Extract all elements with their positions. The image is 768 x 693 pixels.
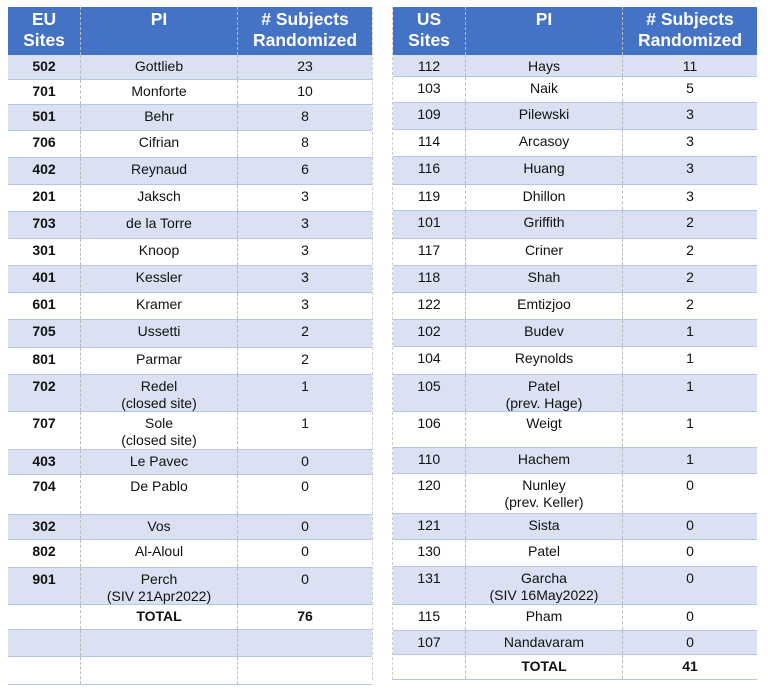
table-row	[8, 293, 372, 320]
table-row	[393, 55, 757, 77]
pi-cell: Parmar	[81, 348, 238, 374]
site-cell: 103	[393, 77, 466, 102]
table-row	[8, 212, 372, 239]
table-row	[8, 80, 372, 105]
table-row	[393, 540, 757, 567]
site-cell: 130	[393, 540, 466, 566]
site-cell: 114	[393, 130, 466, 156]
pi-cell: de la Torre	[81, 212, 238, 238]
table-row	[8, 375, 372, 412]
pi-cell: Gottlieb	[81, 55, 238, 79]
subjects-cell: 8	[301, 134, 309, 150]
subjects-cell: 10	[297, 83, 313, 99]
site-cell	[8, 630, 81, 656]
table-row	[393, 474, 757, 514]
total-row	[8, 605, 372, 630]
pi-cell: Garcha (SIV 16May2022)	[466, 567, 623, 604]
subjects-cell: 2	[301, 323, 309, 339]
table-row	[393, 103, 757, 130]
subjects-cell: 0	[686, 634, 694, 650]
table-row	[393, 266, 757, 293]
site-cell: 301	[8, 239, 81, 265]
pi-cell	[81, 630, 238, 656]
subjects-cell: 3	[686, 133, 694, 149]
pi-cell: Ussetti	[81, 320, 238, 347]
subjects-cell: 0	[686, 570, 694, 586]
pi-cell: Sole (closed site)	[81, 412, 238, 449]
pi-cell: Jaksch	[81, 185, 238, 211]
header-pi: PI	[81, 7, 238, 55]
subjects-cell: 0	[686, 517, 694, 533]
site-cell: 102	[393, 320, 466, 346]
header-sites: EU Sites	[8, 7, 81, 55]
subjects-cell: 3	[686, 160, 694, 176]
subjects-cell: 2	[686, 242, 694, 258]
site-cell: 115	[393, 605, 466, 630]
site-cell: 106	[393, 412, 466, 447]
table-row	[8, 320, 372, 348]
subjects-cell: 1	[301, 378, 309, 394]
table-row	[8, 540, 372, 568]
subjects-cell: 0	[301, 518, 309, 534]
table-row	[8, 412, 372, 450]
header-sites: US Sites	[393, 7, 466, 55]
subjects-cell: 3	[301, 188, 309, 204]
site-cell: 704	[8, 475, 81, 514]
subjects-cell: 3	[301, 242, 309, 258]
site-cell: 104	[393, 347, 466, 374]
table-row	[8, 158, 372, 185]
site-cell	[393, 655, 466, 679]
subjects-cell: 1	[686, 378, 694, 394]
pi-cell	[81, 657, 238, 684]
site-cell: 703	[8, 212, 81, 238]
pi-cell: Sista	[466, 514, 623, 539]
site-cell: 706	[8, 131, 81, 157]
site-cell: 105	[393, 375, 466, 411]
subjects-cell: 0	[301, 453, 309, 469]
table-spacer	[372, 7, 393, 680]
table-row	[393, 130, 757, 157]
site-cell: 201	[8, 185, 81, 211]
table-row	[8, 475, 372, 515]
pi-cell: Kramer	[81, 293, 238, 319]
table-row	[393, 77, 757, 103]
site-cell: 601	[8, 293, 81, 319]
table-row	[8, 568, 372, 605]
subjects-cell: 3	[301, 269, 309, 285]
subjects-cell: 1	[686, 350, 694, 366]
table-row	[393, 605, 757, 631]
table-row	[8, 657, 372, 685]
subjects-cell: 0	[301, 478, 309, 494]
table-row	[8, 515, 372, 540]
table-row	[8, 131, 372, 158]
pi-cell: De Pablo	[81, 475, 238, 514]
pi-cell: Pham	[466, 605, 623, 630]
pi-cell: Weigt	[466, 412, 623, 447]
subjects-cell: 3	[301, 296, 309, 312]
header-pi: PI	[466, 7, 623, 55]
subjects-cell: 41	[682, 658, 698, 674]
pi-cell: Budev	[466, 320, 623, 346]
pi-cell: Vos	[81, 515, 238, 539]
table-row	[393, 157, 757, 185]
pi-cell: Naik	[466, 77, 623, 102]
subjects-cell: 0	[686, 543, 694, 559]
pi-cell: TOTAL	[81, 605, 238, 629]
subjects-cell: 2	[301, 351, 309, 367]
table-row	[8, 266, 372, 293]
table-row	[393, 320, 757, 347]
pi-cell: Kessler	[81, 266, 238, 292]
table-row	[393, 375, 757, 412]
subjects-cell: 2	[686, 296, 694, 312]
site-cell: 107	[393, 631, 466, 654]
site-cell: 118	[393, 266, 466, 292]
subjects-cell: 2	[686, 214, 694, 230]
subjects-cell: 23	[297, 58, 313, 74]
subjects-cell: 1	[301, 415, 309, 431]
site-cell: 121	[393, 514, 466, 539]
pi-cell: Griffith	[466, 211, 623, 238]
pi-cell: Knoop	[81, 239, 238, 265]
subjects-cell: 8	[301, 108, 309, 124]
subjects-cell	[238, 630, 372, 656]
site-cell: 402	[8, 158, 81, 184]
us_table-header-row	[393, 7, 757, 55]
site-cell: 705	[8, 320, 81, 347]
table-row	[8, 105, 372, 131]
site-cell: 501	[8, 105, 81, 130]
site-cell: 120	[393, 474, 466, 513]
site-cell	[8, 657, 81, 684]
table-row	[393, 347, 757, 375]
pi-cell: Arcasoy	[466, 130, 623, 156]
site-cell: 119	[393, 185, 466, 210]
table-row	[8, 55, 372, 80]
site-cell: 302	[8, 515, 81, 539]
site-cell: 901	[8, 568, 81, 604]
eu-sites-table	[8, 7, 372, 685]
table-row	[393, 412, 757, 448]
table-row	[393, 239, 757, 266]
site-cell: 109	[393, 103, 466, 129]
pi-cell: Perch (SIV 21Apr2022)	[81, 568, 238, 604]
pi-cell: Emtizjoo	[466, 293, 623, 319]
pi-cell: Hays	[466, 55, 623, 76]
pi-cell: Patel (prev. Hage)	[466, 375, 623, 411]
pi-cell: TOTAL	[466, 655, 623, 679]
table-row	[8, 185, 372, 212]
table-row	[393, 185, 757, 211]
table-row	[393, 567, 757, 605]
site-cell: 403	[8, 450, 81, 474]
subjects-cell: 5	[686, 80, 694, 96]
subjects-cell: 0	[686, 477, 694, 493]
table-row	[393, 631, 757, 655]
site-cell: 110	[393, 448, 466, 473]
site-cell: 117	[393, 239, 466, 265]
eu_table-header-row	[8, 7, 372, 55]
table-row	[393, 293, 757, 320]
pi-cell: Nunley (prev. Keller)	[466, 474, 623, 513]
subjects-cell: 1	[686, 415, 694, 431]
pi-cell: Redel (closed site)	[81, 375, 238, 411]
subjects-cell: 0	[301, 543, 309, 559]
subjects-cell: 3	[686, 106, 694, 122]
site-cell: 131	[393, 567, 466, 604]
pi-cell: Shah	[466, 266, 623, 292]
subjects-cell: 3	[686, 188, 694, 204]
subjects-cell: 2	[686, 269, 694, 285]
site-cell: 122	[393, 293, 466, 319]
site-cell: 702	[8, 375, 81, 411]
pi-cell: Al-Aloul	[81, 540, 238, 567]
site-cell: 401	[8, 266, 81, 292]
site-cell	[8, 605, 81, 629]
subjects-cell: 0	[686, 608, 694, 624]
pi-cell: Hachem	[466, 448, 623, 473]
site-cell: 116	[393, 157, 466, 184]
us-sites-table	[393, 7, 757, 680]
site-cell: 801	[8, 348, 81, 374]
header-subjects-randomized: # Subjects Randomized	[637, 9, 743, 50]
site-cell: 707	[8, 412, 81, 449]
total-row	[393, 655, 757, 680]
pi-cell: Reynolds	[466, 347, 623, 374]
pi-cell: Dhillon	[466, 185, 623, 210]
pi-cell: Nandavaram	[466, 631, 623, 654]
pi-cell: Huang	[466, 157, 623, 184]
site-cell: 701	[8, 80, 81, 104]
pi-cell: Le Pavec	[81, 450, 238, 474]
pi-cell: Criner	[466, 239, 623, 265]
pi-cell: Monforte	[81, 80, 238, 104]
subjects-cell: 3	[301, 215, 309, 231]
pi-cell: Patel	[466, 540, 623, 566]
table-row	[8, 348, 372, 375]
subjects-cell: 0	[301, 571, 309, 587]
subjects-cell: 11	[682, 58, 698, 74]
table-row	[393, 211, 757, 239]
site-cell: 101	[393, 211, 466, 238]
subjects-cell: 6	[301, 161, 309, 177]
table-row	[8, 450, 372, 475]
pi-cell: Pilewski	[466, 103, 623, 129]
subjects-cell: 1	[686, 451, 694, 467]
header-subjects-randomized: # Subjects Randomized	[252, 9, 358, 50]
pi-cell: Behr	[81, 105, 238, 130]
site-cell: 112	[393, 55, 466, 76]
table-row	[393, 448, 757, 474]
subjects-cell: 1	[686, 323, 694, 339]
site-cell: 502	[8, 55, 81, 79]
subjects-cell	[238, 657, 372, 684]
table-row	[393, 514, 757, 540]
site-cell: 802	[8, 540, 81, 567]
table-row	[8, 239, 372, 266]
table-row	[8, 630, 372, 657]
pi-cell: Reynaud	[81, 158, 238, 184]
subjects-cell: 76	[297, 608, 313, 624]
pi-cell: Cifrian	[81, 131, 238, 157]
